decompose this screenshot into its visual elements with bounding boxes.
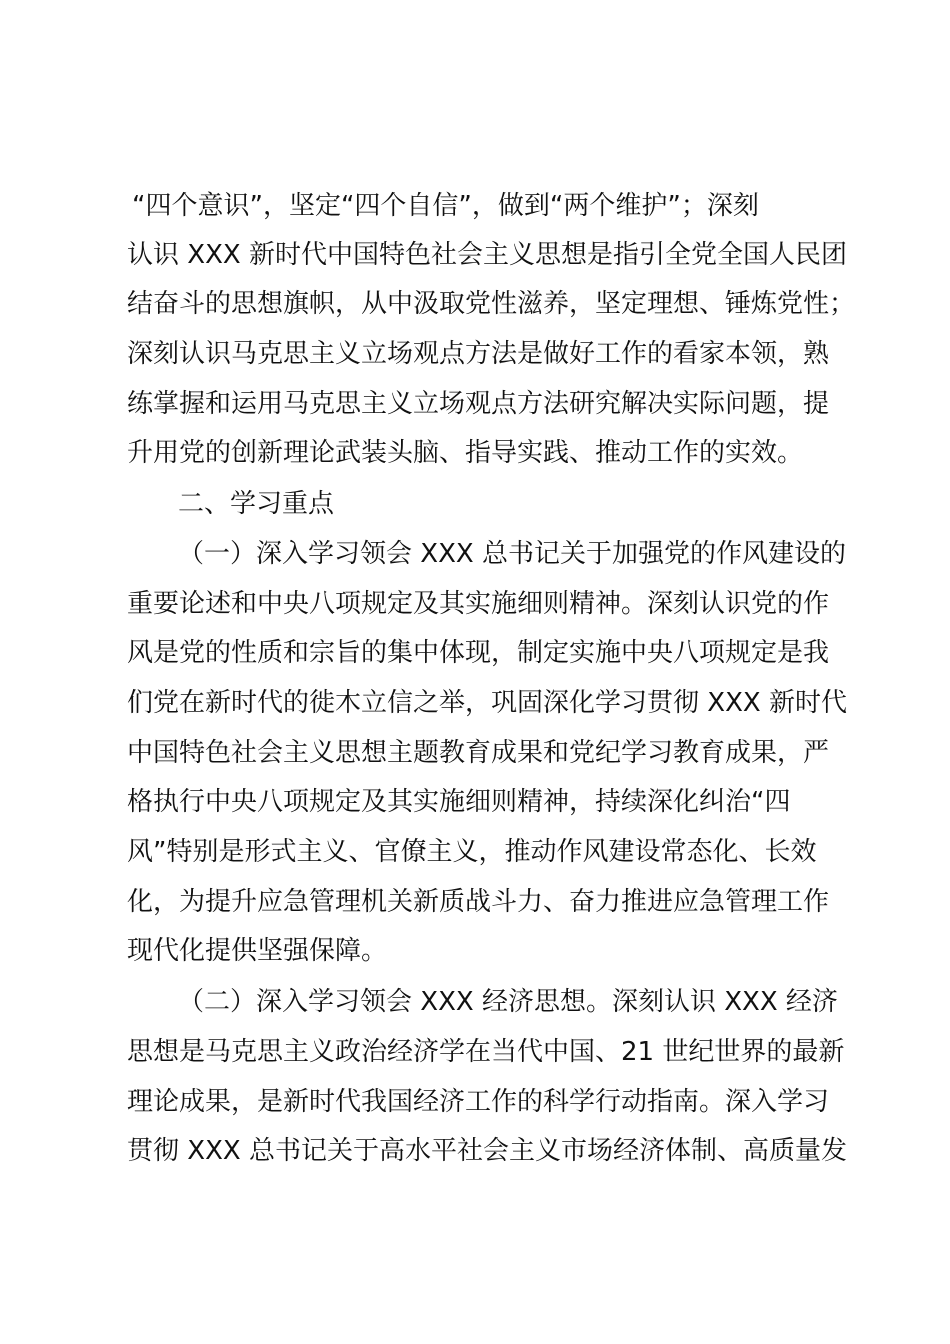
text-line: 风是党的性质和宗旨的集中体现，制定实施中央八项规定是我 xyxy=(127,638,830,668)
text-line: 深刻认识马克思主义立场观点方法是做好工作的看家本领，熟 xyxy=(127,339,830,369)
section-heading: 二、学习重点 xyxy=(178,489,335,519)
text-line: 化，为提升应急管理机关新质战斗力、奋力推进应急管理工作 xyxy=(127,887,830,917)
text-line: 现代化提供坚强保障。 xyxy=(127,936,388,966)
text-line: 格执行中央八项规定及其实施细则精神，持续深化纠治“四 xyxy=(127,787,791,817)
text-line: “四个意识”，坚定“四个自信”，做到“两个维护”；深刻 xyxy=(132,191,759,221)
text-line: 重要论述和中央八项规定及其实施细则精神。深刻认识党的作 xyxy=(127,589,830,619)
text-line: 贯彻 XXX 总书记关于高水平社会主义市场经济体制、高质量发 xyxy=(127,1136,847,1166)
text-line: 升用党的创新理论武装头脑、指导实践、推动工作的实效。 xyxy=(127,438,804,468)
text-line: 结奋斗的思想旗帜，从中汲取党性滋养，坚定理想、锤炼党性； xyxy=(127,289,856,319)
text-line: 中国特色社会主义思想主题教育成果和党纪学习教育成果，严 xyxy=(127,738,830,768)
text-line: 们党在新时代的徙木立信之举，巩固深化学习贯彻 XXX 新时代 xyxy=(127,688,847,718)
text-line: 练掌握和运用马克思主义立场观点方法研究解决实际问题，提 xyxy=(127,389,830,419)
text-line: 思想是马克思主义政治经济学在当代中国、21 世纪世界的最新 xyxy=(127,1037,845,1067)
text-line: 理论成果，是新时代我国经济工作的科学行动指南。深入学习 xyxy=(127,1087,830,1117)
text-line: 风”特别是形式主义、官僚主义，推动作风建设常态化、长效 xyxy=(127,837,817,867)
text-line: （二）深入学习领会 XXX 经济思想。深刻认识 XXX 经济 xyxy=(178,987,838,1017)
text-line: 认识 XXX 新时代中国特色社会主义思想是指引全党全国人民团 xyxy=(127,240,847,270)
text-line: （一）深入学习领会 XXX 总书记关于加强党的作风建设的 xyxy=(178,539,846,569)
